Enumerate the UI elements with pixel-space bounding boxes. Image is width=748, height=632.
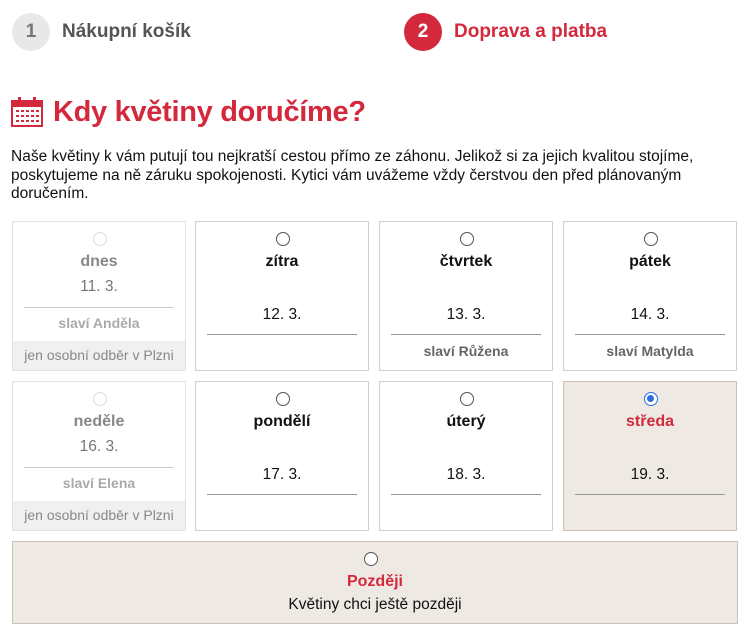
day-radio[interactable] — [460, 232, 474, 246]
section-heading — [10, 95, 366, 129]
divider — [207, 334, 357, 335]
day-date: 12. 3. — [262, 306, 302, 323]
day-name: dnes — [80, 253, 118, 270]
day-name: středa — [625, 413, 675, 430]
nameday-label: slaví Anděla — [58, 315, 140, 331]
day-name: pátek — [629, 253, 671, 270]
day-date: 18. 3. — [446, 466, 486, 483]
day-option[interactable] — [379, 221, 553, 371]
day-option — [12, 381, 186, 531]
step-number: 2 — [404, 13, 442, 51]
day-option[interactable] — [563, 221, 737, 371]
day-date: 16. 3. — [79, 438, 119, 455]
day-date: 13. 3. — [446, 306, 486, 323]
page-title: Kdy květiny doručíme? — [53, 95, 366, 128]
divider — [575, 334, 725, 335]
later-radio[interactable] — [364, 552, 378, 566]
day-name: pondělí — [253, 413, 311, 430]
step-label: Doprava a platba — [454, 21, 608, 42]
divider — [24, 467, 174, 468]
day-name: zítra — [265, 253, 299, 270]
step-number: 1 — [12, 13, 50, 51]
day-option[interactable] — [195, 381, 369, 531]
day-radio[interactable] — [644, 232, 658, 246]
divider — [391, 494, 541, 495]
day-radio[interactable] — [276, 232, 290, 246]
day-option[interactable] — [195, 221, 369, 371]
calendar-icon — [10, 95, 44, 129]
day-date: 17. 3. — [262, 466, 302, 483]
day-option[interactable] — [563, 381, 737, 531]
day-radio[interactable] — [460, 392, 474, 406]
pickup-note: jen osobní odběr v Plzni — [13, 341, 185, 370]
later-text: Květiny chci ještě později — [288, 596, 462, 613]
step-shipping-payment[interactable] — [404, 13, 607, 51]
nameday-label: slaví Matylda — [606, 343, 694, 359]
intro-text: Naše květiny k vám putují tou nejkratší cestou přímo ze záhonu. Jelikož si za jejich kvalitou stojíme, poskytujeme na ně záruku spokojenosti. Kytici vám uvážeme vždy čerstvou den před plánovaným doručením. — [11, 148, 694, 202]
day-name: neděle — [73, 413, 125, 430]
nameday-label: slaví Růžena — [423, 343, 509, 359]
day-radio — [93, 392, 107, 406]
day-radio[interactable] — [276, 392, 290, 406]
day-date: 14. 3. — [630, 306, 670, 323]
step-label: Nákupní košík — [62, 21, 191, 42]
day-radio[interactable] — [644, 392, 658, 406]
day-option[interactable] — [379, 381, 553, 531]
divider — [207, 494, 357, 495]
divider — [391, 334, 541, 335]
step-cart[interactable] — [12, 13, 191, 51]
day-option — [12, 221, 186, 371]
day-name: úterý — [446, 413, 486, 430]
day-date: 19. 3. — [630, 466, 670, 483]
divider — [24, 307, 174, 308]
day-name: čtvrtek — [439, 253, 493, 270]
later-option[interactable] — [12, 541, 738, 624]
day-radio — [93, 232, 107, 246]
day-date: 11. 3. — [80, 278, 118, 295]
nameday-label: slaví Elena — [62, 475, 136, 491]
later-title: Později — [346, 573, 403, 590]
pickup-note: jen osobní odběr v Plzni — [13, 501, 185, 530]
checkout-steps — [12, 13, 742, 53]
divider — [575, 494, 725, 495]
